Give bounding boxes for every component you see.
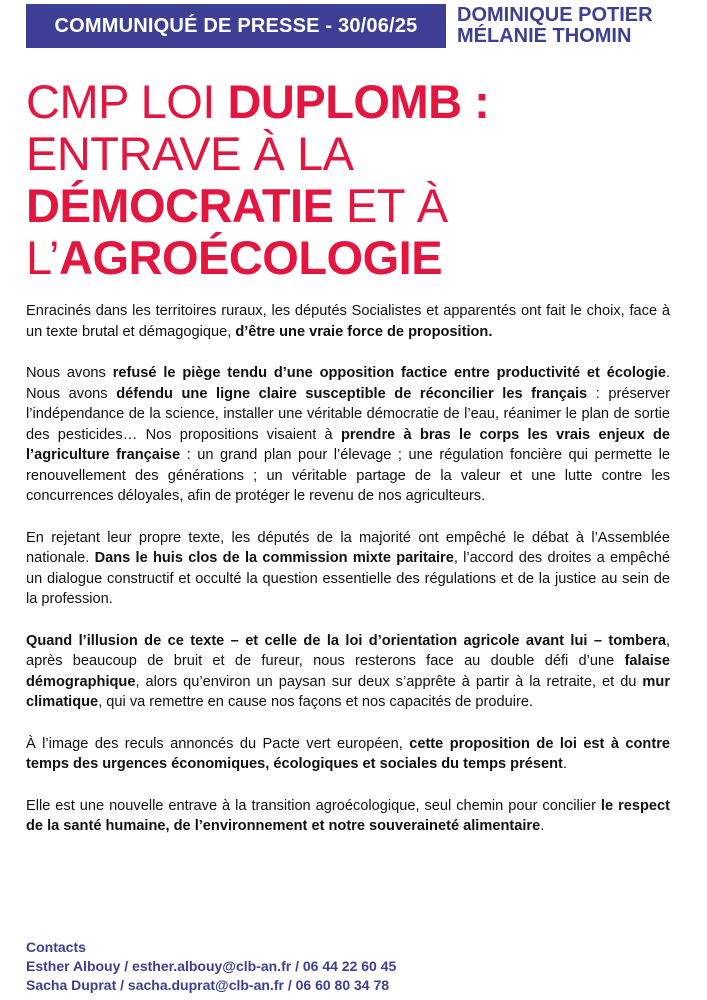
body-text: En rejetant leur propre texte, les députés de la majorité ont empêché le débat à l’Assemblée nationale. xyxy=(26,529,670,566)
body-text: . Nous avons xyxy=(26,365,670,402)
body-text: : un grand plan pour l’élevage ; une régulation foncière qui permette le renouvellement des générations ; un véritable partage de la valeur et une lutte contre les concurrences déloyales, afin de protéger le revenu de nos agriculteurs. xyxy=(26,447,670,504)
headline-text: ET À xyxy=(333,179,448,232)
body-text: Elle est une nouvelle entrave à la transition agroécologique, seul chemin pour concilier xyxy=(26,797,601,814)
press-release-date-label: COMMUNIQUÉ DE PRESSE - 30/06/25 xyxy=(54,14,418,37)
body-paragraph xyxy=(26,528,670,610)
body-emphasis: défendu une ligne claire susceptible de réconcilier les français xyxy=(116,385,588,402)
body-text: . xyxy=(540,818,545,834)
author-name: MÉLANIE THOMIN xyxy=(457,25,632,47)
body-text: , après beaucoup de bruit et de fureur, nous resterons face au double défi d’une xyxy=(26,632,670,669)
body-text: . xyxy=(562,756,567,772)
body-emphasis: mur climatique xyxy=(26,673,670,710)
headline-line xyxy=(26,76,686,128)
body-text: , alors qu’environ un paysan sur deux s’apprête à partir à la retraite, et du xyxy=(135,673,643,690)
headline-line xyxy=(26,232,686,284)
body-emphasis: d’être une vraie force de proposition. xyxy=(235,323,493,340)
body-paragraph xyxy=(26,631,670,713)
contact-line: Esther Albouy / esther.albouy@clb-an.fr / 06 44 22 60 45 xyxy=(26,958,397,974)
press-release-banner xyxy=(26,4,446,48)
author-name: DOMINIQUE POTIER xyxy=(457,4,653,26)
body-emphasis: refusé le piège tendu d’une opposition factice entre productivité et écologie xyxy=(112,365,666,381)
body-text: , qui va remettre en cause nos façons et nos capacités de produire. xyxy=(98,694,534,710)
body-text: À l’image des reculs annoncés du Pacte vert européen, xyxy=(26,735,410,752)
headline-line xyxy=(26,180,686,232)
body-paragraph xyxy=(26,363,670,507)
body-paragraph xyxy=(26,734,670,775)
body-paragraph xyxy=(26,796,670,837)
authors-block xyxy=(457,5,653,47)
contact-line: Sacha Duprat / sacha.duprat@clb-an.fr / 06 60 80 34 78 xyxy=(26,977,390,993)
headline xyxy=(26,76,686,284)
headline-emphasis: DÉMOCRATIE xyxy=(26,179,334,232)
headline-text: ENTRAVE À LA xyxy=(26,127,354,180)
headline-emphasis: DUPLOMB : xyxy=(227,75,490,128)
headline-line xyxy=(26,128,686,180)
headline-text: CMP LOI xyxy=(26,75,228,128)
body-text: : préserver l’indépendance de la science, installer une véritable démocratie de l’eau, réanimer le plan de sortie des pesticides… Nos propositions visaient à xyxy=(26,385,670,443)
body-emphasis: prendre à bras le corps les vrais enjeux de l’agriculture française xyxy=(26,426,670,463)
body-text: , l’accord des droites a empêché un dialogue constructif et occulté la question essentielle des régulations et de la justice au sein de la profession. xyxy=(26,550,670,607)
headline-emphasis: AGROÉCOLOGIE xyxy=(59,231,443,284)
contacts-block xyxy=(26,938,686,995)
body-paragraph xyxy=(26,301,670,342)
contacts-title: Contacts xyxy=(26,939,86,955)
body-emphasis: falaise démographique xyxy=(26,653,670,690)
press-release-body xyxy=(26,301,670,858)
body-text: Enracinés dans les territoires ruraux, les députés Socialistes et apparentés ont fait le choix, face à un texte brutal et démagogique, xyxy=(26,303,670,340)
body-emphasis: Dans le huis clos de la commission mixte paritaire xyxy=(94,550,454,566)
body-emphasis: cette proposition de loi est à contre temps des urgences économiques, écologiques et sociales du temps présent xyxy=(26,735,670,772)
body-emphasis: le respect de la santé humaine, de l’environnement et notre souveraineté alimentaire xyxy=(26,797,670,834)
body-text: Nous avons xyxy=(26,365,113,381)
body-emphasis: Quand l’illusion de ce texte – et celle de la loi d’orientation agricole avant lui – tombera xyxy=(26,632,666,649)
headline-text: L’ xyxy=(26,231,59,284)
